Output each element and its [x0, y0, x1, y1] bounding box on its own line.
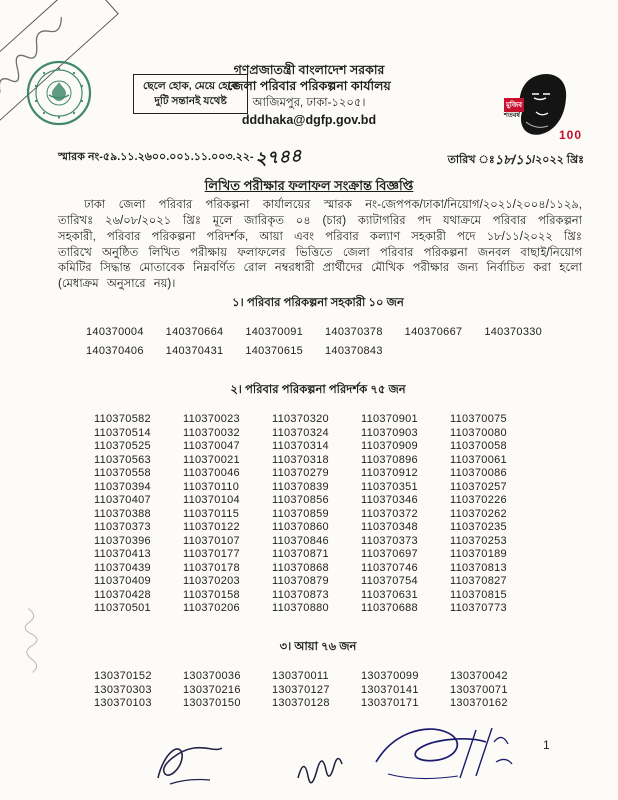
roll-number: 130370127: [272, 683, 330, 696]
roll-number: 110370697: [361, 548, 418, 560]
roll-number: 110370396: [94, 534, 151, 547]
roll-number: 110370122: [183, 521, 240, 533]
roll-number: 110370896: [361, 453, 418, 466]
roll-number: 110370860: [272, 521, 329, 533]
roll-number: 110370115: [183, 507, 240, 520]
roll-number: 110370075: [450, 413, 507, 425]
roll-number: 110370428: [94, 588, 151, 601]
slogan-line2: দুটি সন্তানই যথেষ্ট: [154, 95, 227, 108]
roll-number: 110370394: [94, 480, 151, 493]
section-heading: ৩। আয়া ৭৬ জন: [279, 641, 357, 653]
roll-number: 140370406: [86, 345, 144, 357]
roll-number: 110370413: [94, 548, 151, 560]
mujib-logo-word: মুজিব: [504, 98, 524, 112]
roll-number: 110370351: [361, 480, 418, 493]
roll-number: 110370373: [94, 521, 151, 533]
signature-left: [150, 738, 230, 795]
roll-number: 110370206: [183, 602, 240, 614]
mujib-100-logo: [504, 72, 582, 142]
roll-number: 110370439: [94, 561, 151, 574]
roll-number: 110370631: [361, 588, 418, 601]
date-handwritten: ১৮/১১: [494, 152, 533, 167]
roll-number: 110370901: [361, 413, 418, 425]
roll-sections: [58, 294, 578, 709]
roll-number: 140370664: [165, 326, 224, 338]
roll-number: 130370128: [272, 697, 330, 709]
roll-number: 110370023: [183, 413, 240, 425]
roll-number: 110370110: [183, 480, 240, 493]
roll-number: 130370036: [183, 670, 241, 682]
roll-number: 110370773: [450, 602, 507, 614]
roll-number: 110370046: [183, 467, 240, 479]
roll-number: 140370431: [165, 345, 224, 357]
memo-date: [448, 150, 584, 171]
roll-number: 140370843: [324, 345, 383, 357]
page-number: 1: [543, 738, 550, 752]
roll-number: 110370226: [450, 494, 507, 506]
roll-number: 110370279: [272, 467, 329, 479]
roll-number: 110370257: [450, 480, 507, 493]
roll-number: 140370615: [245, 345, 304, 357]
roll-number: 110370058: [450, 440, 507, 452]
signature-right: [368, 722, 518, 793]
roll-number: 110370514: [94, 426, 151, 439]
roll-number: 110370104: [183, 494, 240, 506]
roll-number: 110370320: [272, 413, 329, 425]
roll-section: [58, 294, 578, 357]
roll-number: 110370203: [183, 575, 240, 587]
office-address: আজিমপুর, ঢাকা-১২০৫।: [252, 96, 366, 109]
roll-number: 130370171: [361, 697, 419, 709]
roll-number: 110370912: [361, 467, 418, 479]
memo-number-printed: স্মারক নং-৫৯.১১.২৬০০.০০১.১১.০০৩.২২-: [58, 151, 254, 163]
roll-number: 130370103: [94, 697, 152, 709]
roll-section: [58, 638, 578, 709]
roll-number: 140370004: [86, 326, 144, 338]
roll-number: 110370318: [272, 453, 329, 466]
roll-number: 110370178: [183, 561, 240, 574]
roll-number: 110370253: [450, 534, 507, 547]
roll-number: 110370189: [450, 548, 507, 560]
roll-number: 110370859: [272, 507, 329, 520]
office-name: জেলা পরিবার পরিকল্পনা কার্যালয়: [227, 79, 391, 94]
roll-number: 130370011: [272, 670, 329, 682]
memo-number-handwritten: ২৭৪৪: [253, 145, 302, 170]
roll-number: 110370909: [361, 440, 418, 452]
roll-number: 110370061: [450, 453, 507, 466]
roll-number: 130370216: [183, 683, 241, 696]
date-suffix: /২০২২ খ্রিঃ: [532, 154, 584, 166]
roll-number: 110370262: [450, 507, 507, 520]
government-name: গণপ্রজাতন্ত্রী বাংলাদেশ সরকার: [233, 63, 385, 77]
roll-number: 110370754: [361, 575, 418, 587]
roll-number: 110370582: [94, 413, 151, 425]
roll-number: 110370813: [450, 561, 507, 574]
roll-number: 110370107: [183, 534, 240, 547]
section-heading: ২। পরিবার পরিকল্পনা পরিদর্শক ৭৫ জন: [230, 384, 406, 396]
roll-number: 110370086: [450, 467, 507, 479]
roll-number: 130370150: [183, 697, 241, 709]
roll-number: 130370071: [450, 683, 508, 696]
signature-middle: [292, 750, 346, 795]
roll-number: 110370846: [272, 534, 329, 547]
document-title: লিখিত পরীক্ষার ফলাফল সংক্রান্ত বিজ্ঞপ্তি: [204, 178, 414, 193]
roll-number: 110370871: [272, 548, 329, 560]
roll-number: 110370346: [361, 494, 418, 506]
roll-number: 110370409: [94, 575, 151, 587]
memo-row: [58, 140, 584, 171]
roll-number: 110370827: [450, 575, 507, 587]
roll-number: 110370879: [272, 575, 329, 587]
roll-number: 130370141: [361, 683, 419, 696]
roll-number: 140370091: [245, 326, 304, 338]
roll-number-grid: [94, 413, 539, 614]
roll-section: [58, 381, 578, 614]
mujib-logo-word2: শতবর্ষ: [504, 112, 520, 119]
roll-number: 110370746: [361, 561, 418, 574]
roll-number-grid: [94, 670, 539, 709]
roll-number: 110370324: [272, 426, 329, 439]
roll-number: 110370158: [183, 588, 240, 601]
body-paragraph: ঢাকা জেলা পরিবার পরিকল্পনা কার্যালয়ের স্মারক নং-জেপপক/ঢাকা/নিয়োগ/২০২১/২০০৪/১১২৯, তারিখঃ ২৬/০৮/২০২১ খ্রিঃ মূলে জারিকৃত ০৪ (চার) ক্যাটাগরির পদ যথাক্রমে পরিবার পরিকল্পনা সহকারী, পরিবার পরিকল্পনা পরিদর্শক, আয়া এবং পরিবার কল্যাণ সহকারী পদে ১৮/১১/২০২২ খ্রিঃ তারিখে অনুষ্ঠিত লিখিত পরীক্ষায় ফলাফলের ভিত্তিতে জেলা পরিবার পরিকল্পনা জনবল বাছাই/নিয়োগ কমিটির সিদ্ধান্ত মোতাবেক নিম্নবর্ণিত রোল নম্বরধারী প্রার্থীদের মৌখিক পরীক্ষার জন্য নির্বাচিত করা হলো (মেধাক্রম অনুসারে নয়)।: [58, 199, 582, 291]
roll-number: 110370839: [272, 480, 329, 493]
roll-number: 130370303: [94, 683, 152, 696]
roll-number: 110370563: [94, 453, 151, 466]
roll-number: 110370558: [94, 467, 151, 479]
roll-number: 110370235: [450, 521, 507, 533]
roll-number: 110370688: [361, 602, 418, 614]
roll-number: 110370047: [183, 440, 240, 452]
roll-number: 110370856: [272, 494, 329, 506]
office-email: dddhaka@dgfp.gov.bd: [241, 113, 377, 128]
slogan-line1: ছেলে হোক, মেয়ে হোক: [143, 80, 239, 92]
roll-number: 110370868: [272, 561, 329, 574]
roll-number: 110370177: [183, 548, 240, 560]
roll-number: 110370525: [94, 440, 151, 452]
roll-number: 110370880: [272, 602, 329, 614]
date-prefix: তারিখ ঃ: [447, 154, 495, 166]
roll-number: 140370378: [324, 326, 383, 338]
roll-number: 110370388: [94, 507, 151, 520]
roll-number: 140370667: [404, 326, 463, 338]
roll-number: 140370330: [484, 326, 543, 338]
roll-number: 110370501: [94, 602, 151, 614]
roll-number: 110370873: [272, 588, 329, 601]
roll-number: 110370348: [361, 521, 418, 533]
roll-number: 110370080: [450, 426, 507, 439]
roll-number: 130370099: [361, 670, 419, 682]
mujib-logo-number: 100: [558, 128, 582, 142]
roll-number: 110370407: [94, 494, 151, 506]
roll-number: 110370815: [450, 588, 507, 601]
roll-number-grid: [86, 326, 564, 357]
roll-number: 110370021: [183, 453, 240, 466]
roll-number: 130370152: [94, 670, 152, 682]
roll-number: 110370314: [272, 440, 329, 452]
roll-number: 110370032: [183, 426, 240, 439]
section-heading: ১। পরিবার পরিকল্পনা সহকারী ১০ জন: [232, 297, 404, 309]
margin-mark: [17, 605, 40, 676]
roll-number: 130370042: [450, 670, 508, 682]
memo-number: [58, 140, 301, 171]
roll-number: 110370373: [361, 534, 418, 547]
roll-number: 110370372: [361, 507, 418, 520]
roll-number: 110370903: [361, 426, 418, 439]
roll-number: 130370162: [450, 697, 508, 709]
